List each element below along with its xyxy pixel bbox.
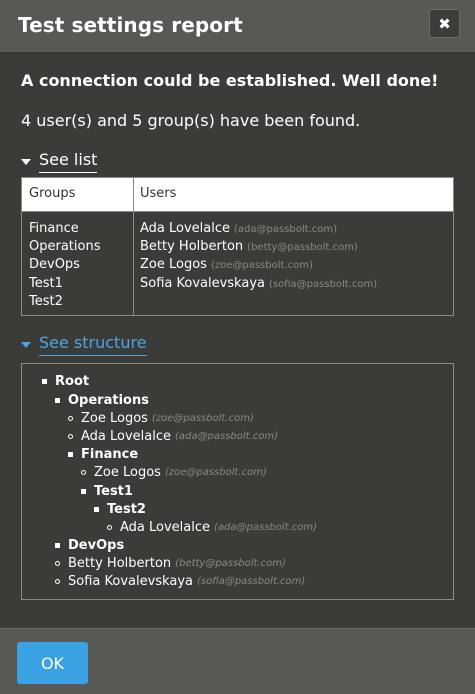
close-icon: ✖ — [438, 14, 451, 33]
user-name: Betty Holberton — [68, 555, 172, 571]
user-email: (ada@passbolt.com) — [214, 521, 318, 533]
user-name: Ada Lovelalce — [120, 519, 211, 535]
square-bullet-icon — [81, 489, 86, 494]
square-bullet-icon — [55, 543, 60, 548]
dialog-content — [0, 54, 475, 628]
tree-user-node — [68, 409, 254, 427]
circle-bullet-icon — [68, 434, 73, 439]
group-label: Finance — [81, 446, 139, 462]
circle-bullet-icon — [55, 579, 60, 584]
tree-group-node — [81, 482, 133, 500]
user-item — [140, 256, 377, 274]
user-email: (zoe@passbolt.com) — [210, 260, 313, 272]
user-email: (ada@passbolt.com) — [234, 224, 338, 235]
summary-text: 4 user(s) and 5 group(s) have been found. — [21, 111, 361, 130]
user-name: Sofia Kovalevskaya — [140, 275, 265, 291]
circle-bullet-icon — [55, 561, 60, 566]
dialog-footer — [0, 628, 475, 694]
user-name: Zoe Logos — [140, 257, 207, 273]
circle-bullet-icon — [107, 525, 112, 530]
group-item: DevOps — [29, 257, 80, 273]
success-message: A connection could be established. Well done! — [21, 71, 439, 90]
user-name: Zoe Logos — [94, 464, 161, 480]
user-name: Betty Holberton — [140, 239, 244, 255]
dialog-header — [0, 0, 475, 53]
group-item: Finance — [29, 221, 79, 236]
tree-user-node — [55, 572, 305, 590]
see-structure-toggle[interactable] — [21, 333, 147, 356]
square-bullet-icon — [42, 379, 47, 384]
groups-header: Groups — [29, 186, 76, 201]
structure-tree — [21, 363, 454, 600]
group-item: Test2 — [29, 293, 63, 309]
group-item: Operations — [29, 239, 101, 255]
tree-user-node — [68, 427, 278, 445]
user-email: (ada@passbolt.com) — [175, 430, 279, 442]
tree-user-node — [81, 463, 267, 481]
groups-column — [29, 220, 100, 311]
close-button[interactable] — [429, 9, 460, 38]
group-item: Test1 — [29, 275, 63, 291]
group-label: Test1 — [94, 483, 133, 499]
ok-button[interactable]: OK — [17, 642, 88, 684]
see-list-label: See list — [39, 150, 97, 173]
user-item — [140, 238, 377, 256]
group-label: Test2 — [107, 501, 146, 517]
users-groups-table — [21, 177, 454, 316]
user-email: (sofia@passbolt.com) — [197, 575, 306, 587]
tree-group-node — [42, 372, 89, 390]
see-structure-label: See structure — [39, 333, 147, 356]
group-label: DevOps — [68, 537, 125, 553]
see-list-toggle[interactable] — [21, 150, 97, 173]
group-label: Root — [55, 373, 90, 389]
circle-bullet-icon — [68, 416, 73, 421]
caret-down-icon — [21, 159, 31, 165]
square-bullet-icon — [94, 507, 99, 512]
square-bullet-icon — [68, 452, 73, 457]
user-name: Sofia Kovalevskaya — [68, 573, 193, 589]
user-item — [140, 220, 377, 238]
tree-group-node — [94, 500, 146, 518]
column-divider — [133, 178, 134, 315]
user-item — [140, 275, 377, 293]
tree-user-node — [55, 554, 286, 572]
user-name: Ada Lovelalce — [140, 221, 231, 236]
circle-bullet-icon — [81, 470, 86, 475]
tree-group-node — [55, 536, 124, 554]
user-name: Ada Lovelalce — [81, 428, 172, 444]
user-email: (betty@passbolt.com) — [247, 242, 358, 254]
user-name: Zoe Logos — [81, 410, 148, 426]
caret-down-icon — [21, 342, 31, 348]
table-header — [22, 178, 453, 212]
square-bullet-icon — [55, 398, 60, 403]
users-column — [140, 220, 377, 293]
users-header: Users — [140, 186, 177, 201]
tree-group-node — [55, 391, 149, 409]
user-email: (betty@passbolt.com) — [175, 557, 286, 569]
dialog-title: Test settings report — [18, 13, 243, 37]
user-email: (zoe@passbolt.com) — [164, 466, 267, 478]
user-email: (sofia@passbolt.com) — [269, 278, 378, 290]
tree-group-node — [68, 445, 138, 463]
user-email: (zoe@passbolt.com) — [151, 412, 254, 424]
tree-user-node — [107, 518, 317, 536]
group-label: Operations — [68, 392, 149, 408]
